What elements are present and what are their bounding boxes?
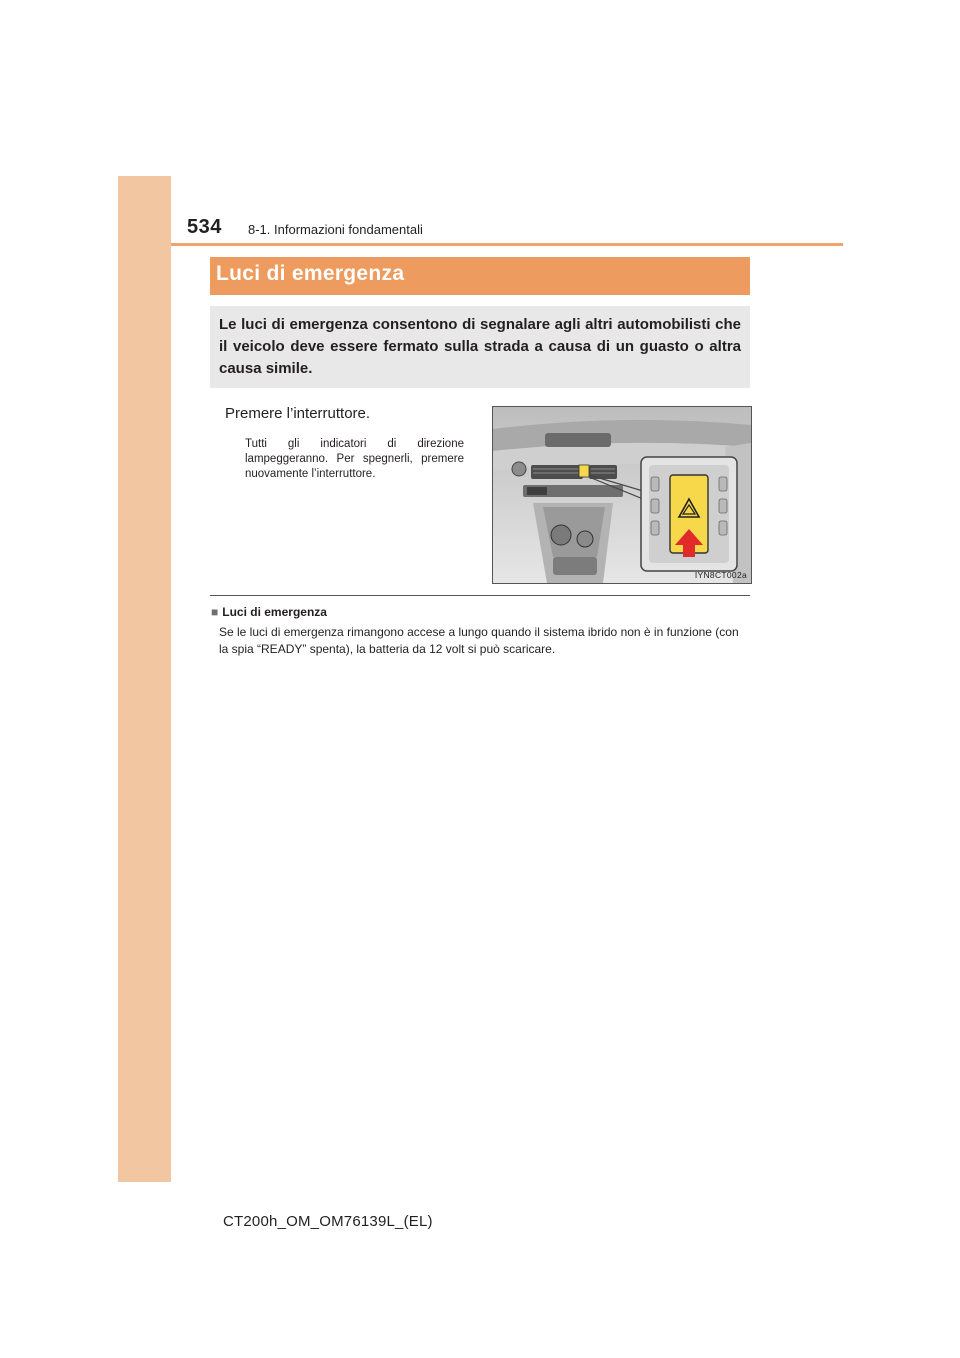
note-heading-text: Luci di emergenza bbox=[222, 605, 327, 619]
figure-code: IYN8CT002a bbox=[694, 570, 747, 580]
intro-box bbox=[210, 306, 750, 388]
note-heading bbox=[211, 605, 327, 619]
section-reference: 8-1. Informazioni fondamentali bbox=[248, 222, 423, 237]
intro-text: Le luci di emergenza consentono di segnalare agli altri automobilisti che il veicolo deve essere fermato sulla strada a causa di un guasto o altra causa simile. bbox=[219, 316, 741, 377]
section-title: Luci di emergenza bbox=[216, 262, 405, 285]
note-body: Se le luci di emergenza rimangono accese a lungo quando il sistema ibrido non è in funzione (con la spia “READY” spenta), la batteria da 12 volt si può scaricare. bbox=[219, 625, 739, 656]
side-band bbox=[118, 176, 171, 1182]
step-instruction: Premere l’interruttore. bbox=[225, 405, 371, 422]
square-bullet-icon: ■ bbox=[211, 605, 219, 619]
page-number: 534 bbox=[187, 216, 222, 238]
dashboard-illustration bbox=[492, 406, 752, 584]
note-divider bbox=[210, 595, 750, 596]
header-rule bbox=[171, 243, 843, 246]
step-note: Tutti gli indicatori di direzione lampeggeranno. Per spegnerli, premere nuovamente l’interruttore. bbox=[245, 438, 464, 480]
dashboard-drawing bbox=[493, 407, 751, 583]
section-title-bar bbox=[210, 257, 750, 295]
footer-document-code: CT200h_OM_OM76139L_(EL) bbox=[223, 1213, 433, 1230]
